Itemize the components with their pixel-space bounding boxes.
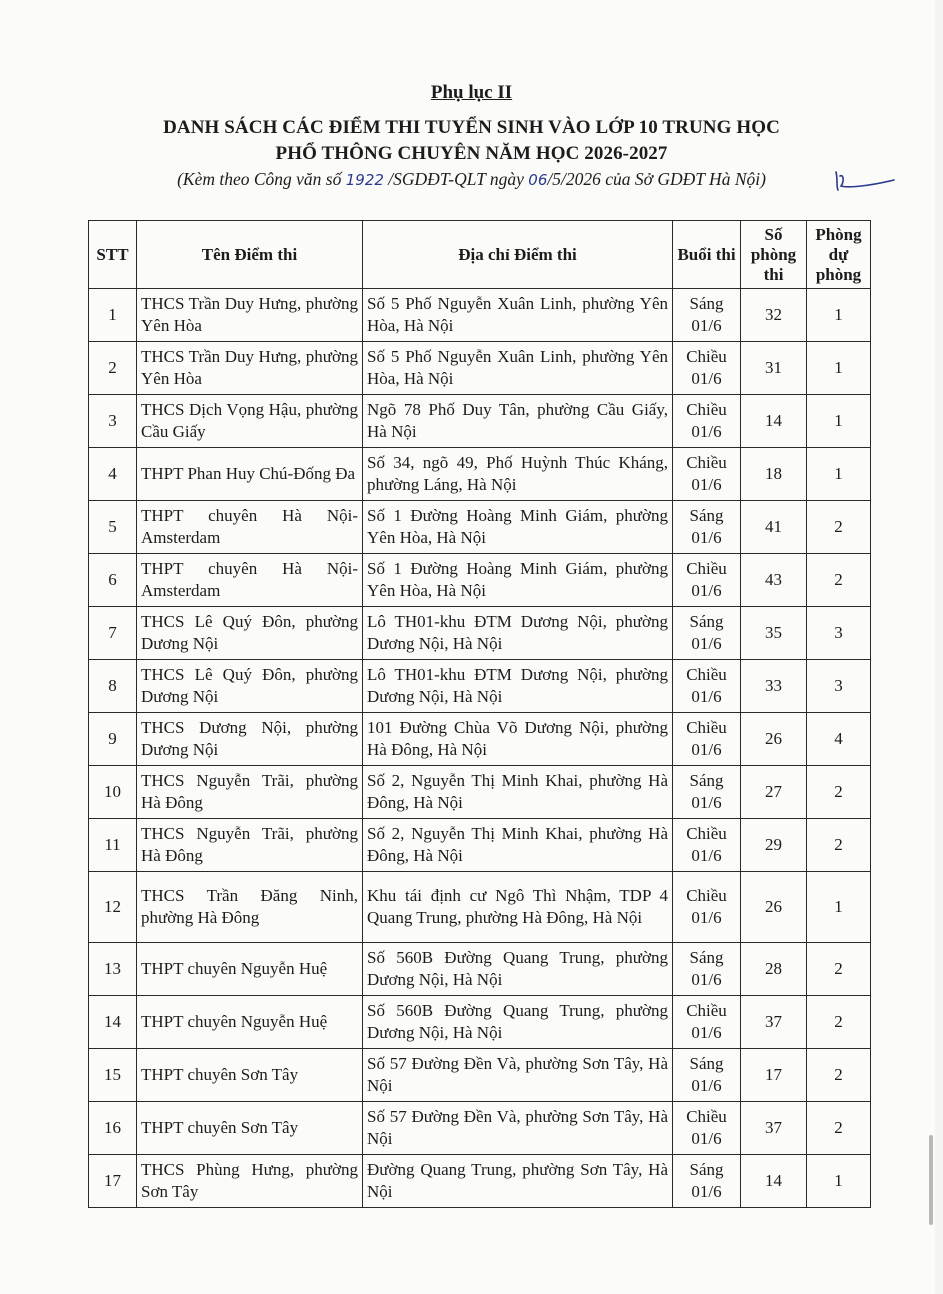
cell-address: Lô TH01-khu ĐTM Dương Nội, phường Dương Nội, Hà Nội [363, 607, 673, 660]
cell-reserve: 3 [807, 660, 871, 713]
cell-reserve: 1 [807, 872, 871, 943]
cell-rooms: 43 [741, 554, 807, 607]
exam-sites-table [88, 220, 871, 1208]
cell-stt: 8 [89, 660, 137, 713]
cell-rooms: 41 [741, 501, 807, 554]
table-row [89, 660, 871, 713]
cell-address: Số 1 Đường Hoàng Minh Giám, phường Yên Hòa, Hà Nội [363, 554, 673, 607]
table-row [89, 766, 871, 819]
cell-rooms: 17 [741, 1049, 807, 1102]
header-reserve: Phòng dự phòng [807, 221, 871, 289]
cell-stt: 3 [89, 395, 137, 448]
cell-address: Số 1 Đường Hoàng Minh Giám, phường Yên Hòa, Hà Nội [363, 501, 673, 554]
table-row [89, 554, 871, 607]
cell-session: Sáng 01/6 [673, 501, 741, 554]
cell-rooms: 29 [741, 819, 807, 872]
table-row [89, 943, 871, 996]
cell-stt: 13 [89, 943, 137, 996]
cell-reserve: 1 [807, 448, 871, 501]
cell-session: Chiều 01/6 [673, 660, 741, 713]
cell-rooms: 28 [741, 943, 807, 996]
cell-session: Sáng 01/6 [673, 1049, 741, 1102]
subtitle-part-3: /5/2026 của Sở GDĐT Hà Nội) [547, 169, 766, 189]
cell-stt: 12 [89, 872, 137, 943]
cell-reserve: 2 [807, 996, 871, 1049]
cell-stt: 9 [89, 713, 137, 766]
table-row [89, 996, 871, 1049]
cell-reserve: 1 [807, 395, 871, 448]
cell-session: Sáng 01/6 [673, 289, 741, 342]
cell-session: Sáng 01/6 [673, 943, 741, 996]
cell-name: THCS Dịch Vọng Hậu, phường Cầu Giấy [137, 395, 363, 448]
subtitle-part-2: /SGDĐT-QLT ngày [383, 169, 529, 189]
cell-rooms: 33 [741, 660, 807, 713]
cell-name: THCS Lê Quý Đôn, phường Dương Nội [137, 660, 363, 713]
cell-name: THCS Trần Duy Hưng, phường Yên Hòa [137, 342, 363, 395]
cell-name: THCS Trần Duy Hưng, phường Yên Hòa [137, 289, 363, 342]
cell-name: THPT chuyên Hà Nội-Amsterdam [137, 501, 363, 554]
appendix-title: Phụ lục II [430, 82, 513, 103]
cell-stt: 17 [89, 1155, 137, 1208]
cell-rooms: 37 [741, 1102, 807, 1155]
document-title-line-2: PHỔ THÔNG CHUYÊN NĂM HỌC 2026-2027 [275, 143, 668, 164]
cell-address: Đường Quang Trung, phường Sơn Tây, Hà Nội [363, 1155, 673, 1208]
cell-rooms: 32 [741, 289, 807, 342]
header-address: Địa chỉ Điểm thi [363, 221, 673, 289]
table-row [89, 501, 871, 554]
cell-session: Sáng 01/6 [673, 607, 741, 660]
cell-session: Chiều 01/6 [673, 448, 741, 501]
cell-reserve: 2 [807, 554, 871, 607]
table-header-row [89, 221, 871, 289]
cell-stt: 14 [89, 996, 137, 1049]
cell-rooms: 35 [741, 607, 807, 660]
cell-rooms: 26 [741, 713, 807, 766]
cell-name: THCS Dương Nội, phường Dương Nội [137, 713, 363, 766]
table-row [89, 448, 871, 501]
table-row [89, 1049, 871, 1102]
table-row [89, 1155, 871, 1208]
table-row [89, 872, 871, 943]
table-row [89, 607, 871, 660]
cell-session: Chiều 01/6 [673, 996, 741, 1049]
cell-session: Sáng 01/6 [673, 1155, 741, 1208]
cell-session: Sáng 01/6 [673, 766, 741, 819]
handwritten-initial-signature [830, 166, 900, 196]
cell-reserve: 2 [807, 501, 871, 554]
cell-address: Số 560B Đường Quang Trung, phường Dương Nội, Hà Nội [363, 996, 673, 1049]
cell-session: Chiều 01/6 [673, 1102, 741, 1155]
cell-address: Khu tái định cư Ngô Thì Nhậm, TDP 4 Quang Trung, phường Hà Đông, Hà Nội [363, 872, 673, 943]
cell-session: Chiều 01/6 [673, 713, 741, 766]
cell-reserve: 1 [807, 1155, 871, 1208]
subtitle-part-1: (Kèm theo Công văn số [177, 169, 346, 189]
cell-stt: 4 [89, 448, 137, 501]
cell-rooms: 26 [741, 872, 807, 943]
table-row [89, 395, 871, 448]
cell-name: THPT chuyên Hà Nội-Amsterdam [137, 554, 363, 607]
cell-name: THPT chuyên Nguyễn Huệ [137, 996, 363, 1049]
cell-rooms: 27 [741, 766, 807, 819]
table-row [89, 289, 871, 342]
header-session: Buổi thi [673, 221, 741, 289]
table-row [89, 1102, 871, 1155]
cell-reserve: 2 [807, 1049, 871, 1102]
cell-name: THPT chuyên Sơn Tây [137, 1049, 363, 1102]
cell-rooms: 14 [741, 395, 807, 448]
table-row [89, 713, 871, 766]
cell-rooms: 14 [741, 1155, 807, 1208]
cell-address: Số 5 Phố Nguyễn Xuân Linh, phường Yên Hòa, Hà Nội [363, 289, 673, 342]
scrollbar[interactable] [929, 1135, 933, 1225]
cell-address: Số 2, Nguyễn Thị Minh Khai, phường Hà Đông, Hà Nội [363, 819, 673, 872]
cell-stt: 11 [89, 819, 137, 872]
cell-session: Chiều 01/6 [673, 554, 741, 607]
cell-address: Số 560B Đường Quang Trung, phường Dương Nội, Hà Nội [363, 943, 673, 996]
cell-name: THPT chuyên Nguyễn Huệ [137, 943, 363, 996]
cell-address: Số 5 Phố Nguyễn Xuân Linh, phường Yên Hòa, Hà Nội [363, 342, 673, 395]
cell-address: Số 57 Đường Đền Và, phường Sơn Tây, Hà Nội [363, 1102, 673, 1155]
table-row [89, 342, 871, 395]
cell-address: Lô TH01-khu ĐTM Dương Nội, phường Dương Nội, Hà Nội [363, 660, 673, 713]
cell-address: Số 57 Đường Đền Và, phường Sơn Tây, Hà Nội [363, 1049, 673, 1102]
header-name: Tên Điểm thi [137, 221, 363, 289]
header-stt: STT [89, 221, 137, 289]
cell-session: Chiều 01/6 [673, 872, 741, 943]
cell-stt: 1 [89, 289, 137, 342]
document-title-line-1: DANH SÁCH CÁC ĐIỂM THI TUYỂN SINH VÀO LỚP 10 TRUNG HỌC [163, 117, 780, 138]
cell-rooms: 18 [741, 448, 807, 501]
cell-address: Số 2, Nguyễn Thị Minh Khai, phường Hà Đông, Hà Nội [363, 766, 673, 819]
cell-name: THCS Phùng Hưng, phường Sơn Tây [137, 1155, 363, 1208]
cell-reserve: 1 [807, 342, 871, 395]
cell-session: Chiều 01/6 [673, 395, 741, 448]
cell-session: Chiều 01/6 [673, 819, 741, 872]
cell-name: THCS Nguyễn Trãi, phường Hà Đông [137, 766, 363, 819]
cell-rooms: 31 [741, 342, 807, 395]
handwritten-day: 06 [528, 171, 548, 189]
cell-stt: 7 [89, 607, 137, 660]
cell-reserve: 2 [807, 943, 871, 996]
header-rooms: Số phòng thi [741, 221, 807, 289]
cell-stt: 16 [89, 1102, 137, 1155]
cell-address: 101 Đường Chùa Võ Dương Nội, phường Hà Đông, Hà Nội [363, 713, 673, 766]
table-row [89, 819, 871, 872]
cell-session: Chiều 01/6 [673, 342, 741, 395]
cell-name: THPT chuyên Sơn Tây [137, 1102, 363, 1155]
cell-stt: 5 [89, 501, 137, 554]
handwritten-document-number: 1922 [345, 171, 384, 189]
cell-address: Số 34, ngõ 49, Phố Huỳnh Thúc Kháng, phường Láng, Hà Nội [363, 448, 673, 501]
document-subtitle [0, 169, 943, 190]
cell-stt: 10 [89, 766, 137, 819]
cell-stt: 6 [89, 554, 137, 607]
cell-address: Ngõ 78 Phố Duy Tân, phường Cầu Giấy, Hà Nội [363, 395, 673, 448]
cell-reserve: 1 [807, 289, 871, 342]
cell-name: THCS Lê Quý Đôn, phường Dương Nội [137, 607, 363, 660]
cell-name: THCS Nguyễn Trãi, phường Hà Đông [137, 819, 363, 872]
cell-name: THPT Phan Huy Chú-Đống Đa [137, 448, 363, 501]
cell-name: THCS Trần Đăng Ninh, phường Hà Đông [137, 872, 363, 943]
cell-reserve: 2 [807, 1102, 871, 1155]
cell-reserve: 2 [807, 766, 871, 819]
cell-rooms: 37 [741, 996, 807, 1049]
cell-reserve: 2 [807, 819, 871, 872]
cell-reserve: 4 [807, 713, 871, 766]
cell-reserve: 3 [807, 607, 871, 660]
cell-stt: 15 [89, 1049, 137, 1102]
cell-stt: 2 [89, 342, 137, 395]
